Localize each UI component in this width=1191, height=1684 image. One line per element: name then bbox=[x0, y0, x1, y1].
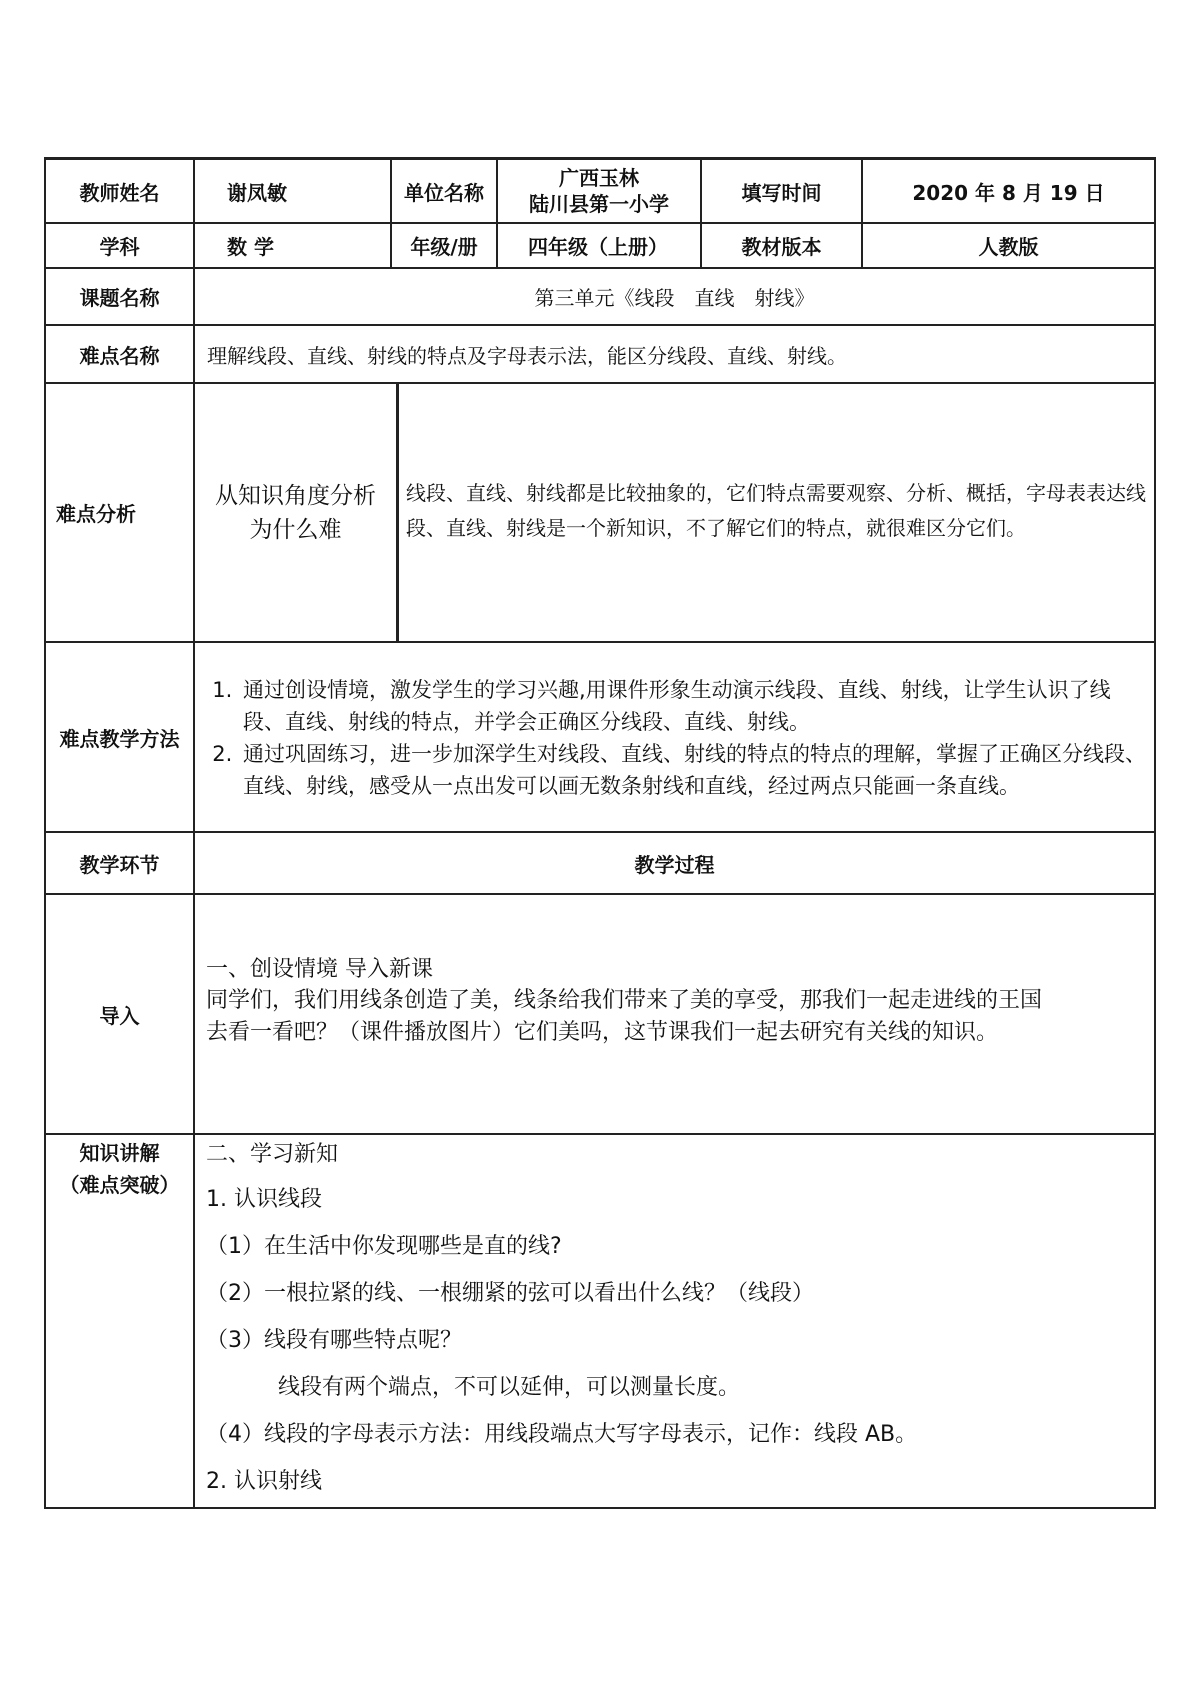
knowledge-line: （2）一根拉紧的线、一根绷紧的弦可以看出什么线？（线段） bbox=[206, 1281, 814, 1306]
method-item: 1. 通过创设情境，激发学生的学习兴趣,用课件形象生动演示线段、直线、射线，让学生认识了线段、直线、射线的特点，并学会正确区分线段、直线、射线。 bbox=[239, 674, 1148, 738]
process-header: 教学过程 bbox=[634, 852, 715, 877]
subject-label: 学科 bbox=[99, 235, 140, 259]
knowledge-line: （1）在生活中你发现哪些是直的线? bbox=[206, 1234, 562, 1259]
method-item: 2. 通过巩固练习，进一步加深学生对线段、直线、射线的特点的特点的理解，掌握了正确区分线段、直线、射线，感受从一点出发可以画无数条射线和直线，经过两点只能画一条直线。 bbox=[239, 738, 1148, 802]
analysis-text: 线段、直线、射线都是比较抽象的，它们特点需要观察、分析、概括，字母表表达线段、直线、射线是一个新知识，不了解它们的特点，就很难区分它们。 bbox=[406, 481, 1146, 540]
intro-line: 去看一看吧？（课件播放图片）它们美吗，这节课我们一起去研究有关线的知识。 bbox=[206, 1020, 999, 1045]
topic-label: 课题名称 bbox=[79, 286, 160, 310]
table-rule bbox=[44, 641, 1156, 643]
knowledge-heading: 二、学习新知 bbox=[206, 1142, 339, 1167]
knowledge-label-line1: 知识讲解 bbox=[79, 1141, 160, 1165]
table-rule bbox=[44, 1133, 1156, 1135]
analysis-sublabel-line2: 为什么难 bbox=[249, 516, 342, 543]
intro-line: 同学们，我们用线条创造了美，线条给我们带来了美的享受，那我们一起走进线的王国 bbox=[206, 988, 1043, 1013]
knowledge-line: 线段有两个端点，不可以延伸，可以测量长度。 bbox=[278, 1375, 741, 1400]
topic-value: 第三单元《线段 直线 射线》 bbox=[534, 286, 815, 310]
unit-name-label: 单位名称 bbox=[404, 180, 484, 205]
intro-heading: 一、创设情境 导入新课 bbox=[206, 957, 433, 982]
subject-value: 数 学 bbox=[227, 235, 274, 259]
table-rule bbox=[396, 382, 399, 643]
methods-list-wrapper bbox=[203, 674, 1148, 802]
unit-name-line1: 广西玉林 bbox=[559, 166, 639, 190]
stage-header: 教学环节 bbox=[79, 852, 160, 877]
methods-label: 难点教学方法 bbox=[59, 726, 180, 751]
analysis-label: 难点分析 bbox=[56, 502, 136, 526]
knowledge-line: 2. 认识射线 bbox=[206, 1469, 322, 1494]
knowledge-line: （4）线段的字母表示方法：用线段端点大写字母表示，记作：线段 AB。 bbox=[206, 1422, 918, 1447]
teacher-name-label: 教师姓名 bbox=[79, 180, 160, 205]
difficulty-value: 理解线段、直线、射线的特点及字母表示法，能区分线段、直线、射线。 bbox=[207, 343, 847, 368]
grade-label: 年级/册 bbox=[410, 235, 478, 259]
knowledge-line: （3）线段有哪些特点呢？ bbox=[206, 1328, 462, 1353]
analysis-sublabel-line1: 从知识角度分析 bbox=[215, 482, 376, 509]
unit-name-value bbox=[498, 160, 700, 222]
table-rule bbox=[44, 893, 1156, 895]
intro-label: 导入 bbox=[99, 1003, 140, 1028]
edition-label: 教材版本 bbox=[741, 235, 822, 259]
grade-value: 四年级（上册） bbox=[528, 235, 668, 259]
methods-list bbox=[203, 674, 1148, 802]
unit-name-line2: 陆川县第一小学 bbox=[529, 192, 669, 216]
fill-date-label: 填写时间 bbox=[741, 180, 822, 205]
teacher-name-value: 谢凤敏 bbox=[227, 180, 287, 205]
knowledge-label-line2: （难点突破） bbox=[59, 1173, 180, 1197]
knowledge-line: 1. 认识线段 bbox=[206, 1187, 322, 1212]
difficulty-label: 难点名称 bbox=[79, 343, 160, 368]
knowledge-label bbox=[46, 1136, 193, 1202]
fill-date-value: 2020 年 8 月 19 日 bbox=[912, 180, 1105, 205]
edition-value: 人教版 bbox=[978, 235, 1039, 259]
analysis-sublabel bbox=[195, 384, 396, 641]
